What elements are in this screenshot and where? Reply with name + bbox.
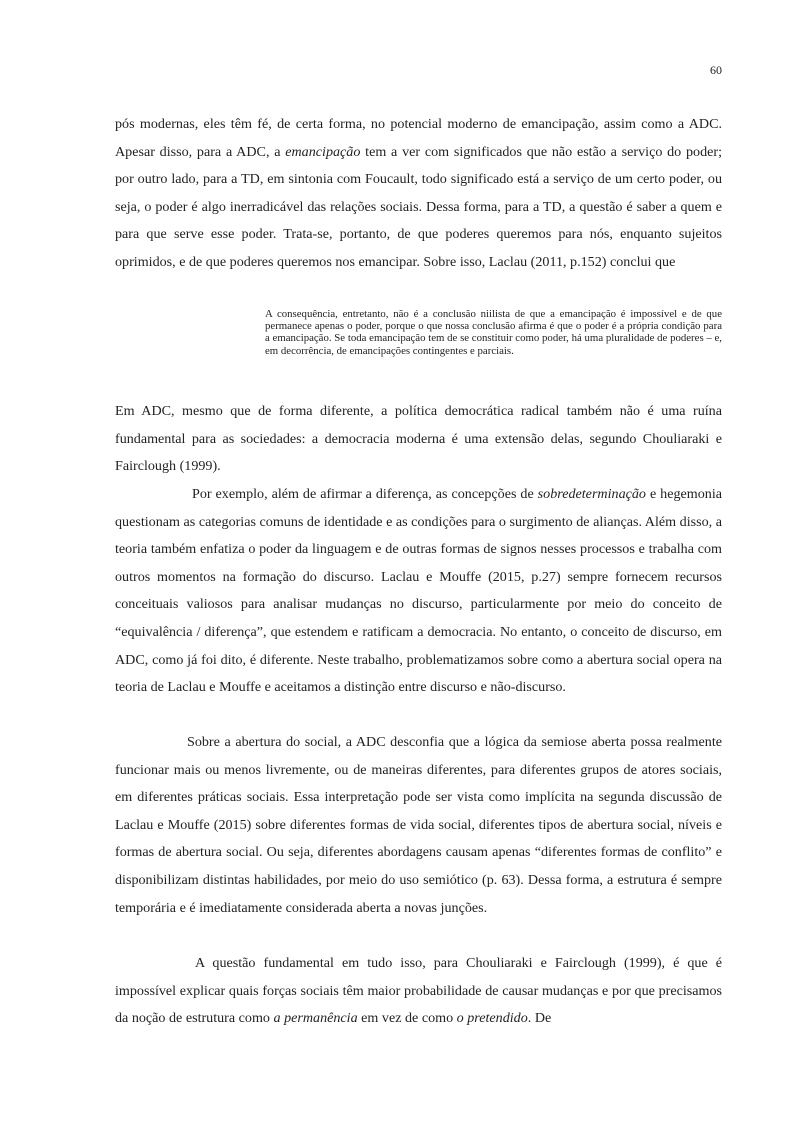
paragraph-5 — [115, 950, 722, 1033]
paragraph-5-text-b: em vez de como — [357, 1010, 457, 1027]
block-quote: A consequência, entretanto, não é a conclusão niilista de que a emancipação é impossível e de que permanece apenas o poder, porque o que nossa conclusão afirma é que o poder é a própria condição para a emancipação. Se toda emancipação tem de se constituir como poder, há uma pluralidade de poderes – e, em decorrência, de emancipações contingentes e parciais. — [265, 308, 722, 357]
paragraph-1-text-b: tem a ver com significados que não estão a serviço do poder; por outro lado, para a TD, em sintonia com Foucault, todo significado está a serviço de um certo poder, ou seja, o poder é algo inerradicável das relações sociais. Dessa forma, para a TD, a questão é saber a quem e para que serve esse poder. Trata-se, portanto, de que poderes queremos para nós, enquanto sujeitos oprimidos, e de que poderes queremos nos emancipar. Sobre isso, Laclau (2011, p.152) conclui que — [115, 143, 722, 270]
paragraph-5-emphasis-1: a permanência — [273, 1010, 358, 1027]
paragraph-1-text-a: pós modernas, eles têm fé, de certa forma, no potencial moderno de emancipação, assim como a ADC. Apesar disso, para a ADC, a — [115, 116, 722, 160]
paragraph-1-emphasis: emancipação — [285, 143, 361, 160]
paragraph-2: Em ADC, mesmo que de forma diferente, a política democrática radical também não é uma ruína fundamental para as sociedades: a democracia moderna é uma extensão delas, segundo Chouliaraki e Fairclough (1999). — [115, 403, 722, 475]
paragraph-3-emphasis: sobredeterminação — [537, 486, 646, 502]
paragraph-5-text-a: A questão fundamental em tudo isso, para Chouliaraki e Fairclough (1999), é que é impossível explicar quais forças sociais têm maior probabilidade de causar mudanças e por que precisamos da noção de estrutura como — [115, 955, 722, 1027]
page-number: 60 — [710, 63, 722, 77]
paragraph-5-text-c: . De — [527, 1010, 552, 1027]
paragraph-4: Sobre a abertura do social, a ADC desconfia que a lógica da semiose aberta possa realmente funcionar mais ou menos livremente, ou de maneiras diferentes, para diferentes grupos de atores sociais, em diferentes práticas sociais. Essa interpretação pode ser vista como implícita na segunda discussão de Laclau e Mouffe (2015) sobre diferentes formas de vida social, diferentes tipos de abertura social, níveis e formas de abertura social. Ou seja, diferentes abordagens causam apenas “diferentes formas de conflito” e disponibilizam distintas habilidades, por meio do uso semiótico (p. 63). Dessa forma, a estrutura é sempre temporária e é imediatamente considerada aberta a novas junções. — [115, 734, 722, 916]
paragraph-3-text-b: e hegemonia questionam as categorias comuns de identidade e as condições para o surgimento de alianças. Além disso, a teoria também enfatiza o poder da linguagem e de outras formas de signos nesses processos e trabalha com outros momentos na formação do discurso. Laclau e Mouffe (2015, p.27) sempre fornecem recursos conceituais valiosos para analisar mudanças no discurso, particularmente por meio do conceito de “equivalência / diferença”, que estendem e ratificam a democracia. No entanto, o conceito de discurso, em ADC, como já foi dito, é diferente. Neste trabalho, problematizamos sobre como a abertura social opera na teoria de Laclau e Mouffe e aceitamos a distinção entre discurso e não-discurso. — [115, 486, 722, 696]
paragraph-3 — [115, 481, 722, 702]
paragraph-1 — [115, 111, 722, 277]
paragraph-5-emphasis-2: o pretendido — [456, 1010, 528, 1027]
paragraph-3-text-a: Por exemplo, além de afirmar a diferença, as concepções de — [192, 486, 538, 502]
